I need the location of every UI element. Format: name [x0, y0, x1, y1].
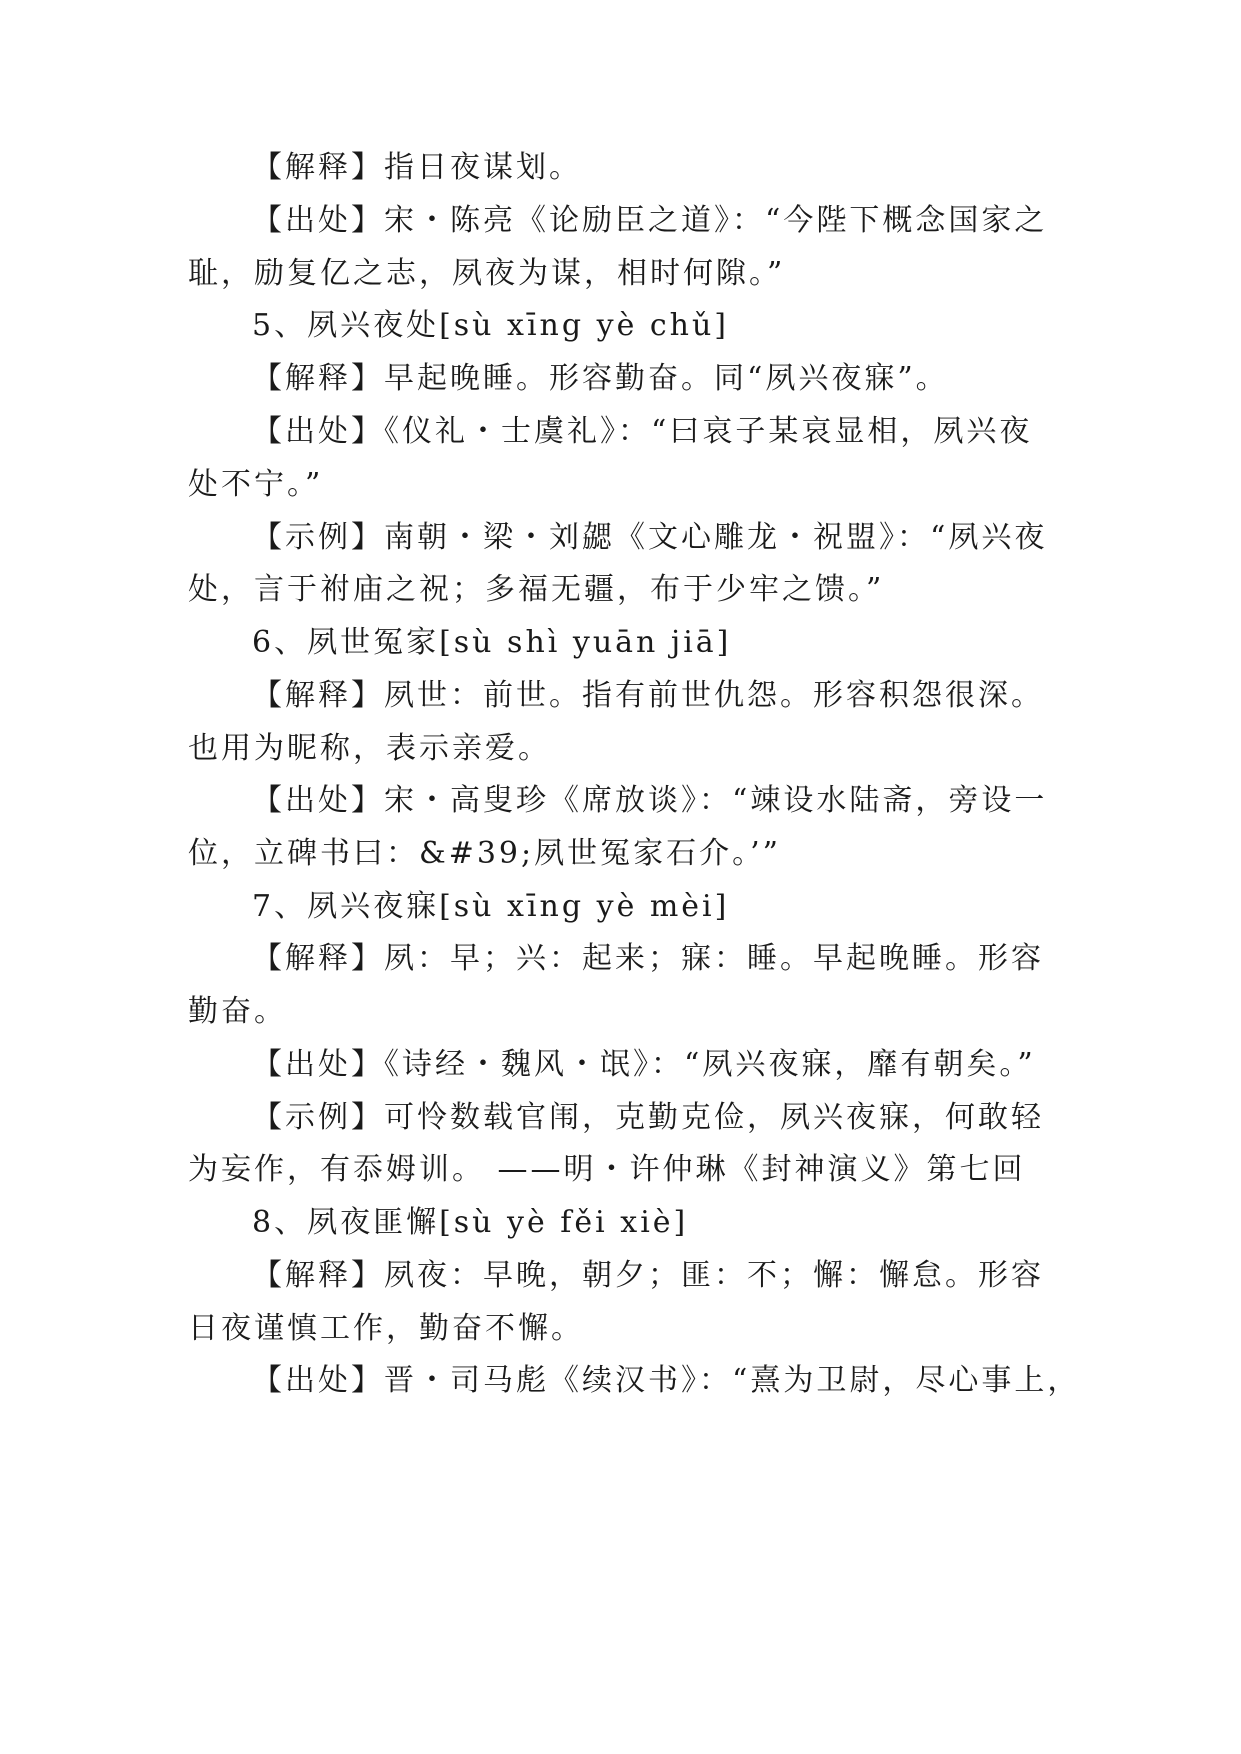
text-line: 【出处】《诗经・魏风・氓》：“夙兴夜寐，靡有朝矣。” [252, 1047, 1036, 1082]
entry-heading: 5、夙兴夜处[sù xīng yè chǔ] [252, 308, 730, 343]
text-line: 位，立碑书曰：&#39;夙世冤家石介。’” [188, 836, 781, 871]
text-line: 【示例】可怜数载官闱，克勤克俭，夙兴夜寐，何敢轻 [252, 1100, 1044, 1135]
text-line: 为妄作，有忝姆训。 ——明・许仲琳《封神演义》第七回 [188, 1152, 1026, 1187]
text-line: 【出处】宋・陈亮《论励臣之道》：“今陛下概念国家之 [252, 203, 1048, 238]
text-line: 【解释】夙：早；兴：起来；寐：睡。早起晚睡。形容 [252, 941, 1044, 976]
entry-heading: 7、夙兴夜寐[sù xīng yè mèi] [252, 889, 730, 924]
entry-heading: 8、夙夜匪懈[sù yè fěi xiè] [252, 1205, 689, 1240]
entry-heading: 6、夙世冤家[sù shì yuān jiā] [252, 625, 732, 660]
text-line: 处，言于祔庙之祝；多福无疆，布于少牢之馈。” [188, 572, 885, 607]
text-line: 处不宁。” [188, 467, 324, 502]
text-line: 耻，励复亿之志，夙夜为谋，相时何隙。” [188, 256, 786, 291]
text-line: 日夜谨慎工作，勤奋不懈。 [188, 1311, 584, 1346]
text-line: 【解释】指日夜谋划。 [252, 150, 582, 185]
text-line: 也用为昵称，表示亲爱。 [188, 731, 551, 766]
text-line: 【示例】南朝・梁・刘勰《文心雕龙・祝盟》：“夙兴夜 [252, 520, 1048, 555]
text-line: 【解释】夙世：前世。指有前世仇怨。形容积怨很深。 [252, 678, 1044, 713]
text-line: 【解释】夙夜：早晚，朝夕；匪：不；懈：懈怠。形容 [252, 1258, 1044, 1293]
text-line: 【出处】宋・高叟珍《席放谈》：“竦设水陆斋，旁设一 [252, 783, 1048, 818]
text-line: 【出处】晋・司马彪《续汉书》：“熹为卫尉，尽心事上， [252, 1363, 1081, 1398]
text-line: 【解释】早起晚睡。形容勤奋。同“夙兴夜寐”。 [252, 361, 949, 396]
text-line: 【出处】《仪礼・士虞礼》：“曰哀子某哀显相，夙兴夜 [252, 414, 1033, 449]
text-line: 勤奋。 [188, 994, 287, 1029]
